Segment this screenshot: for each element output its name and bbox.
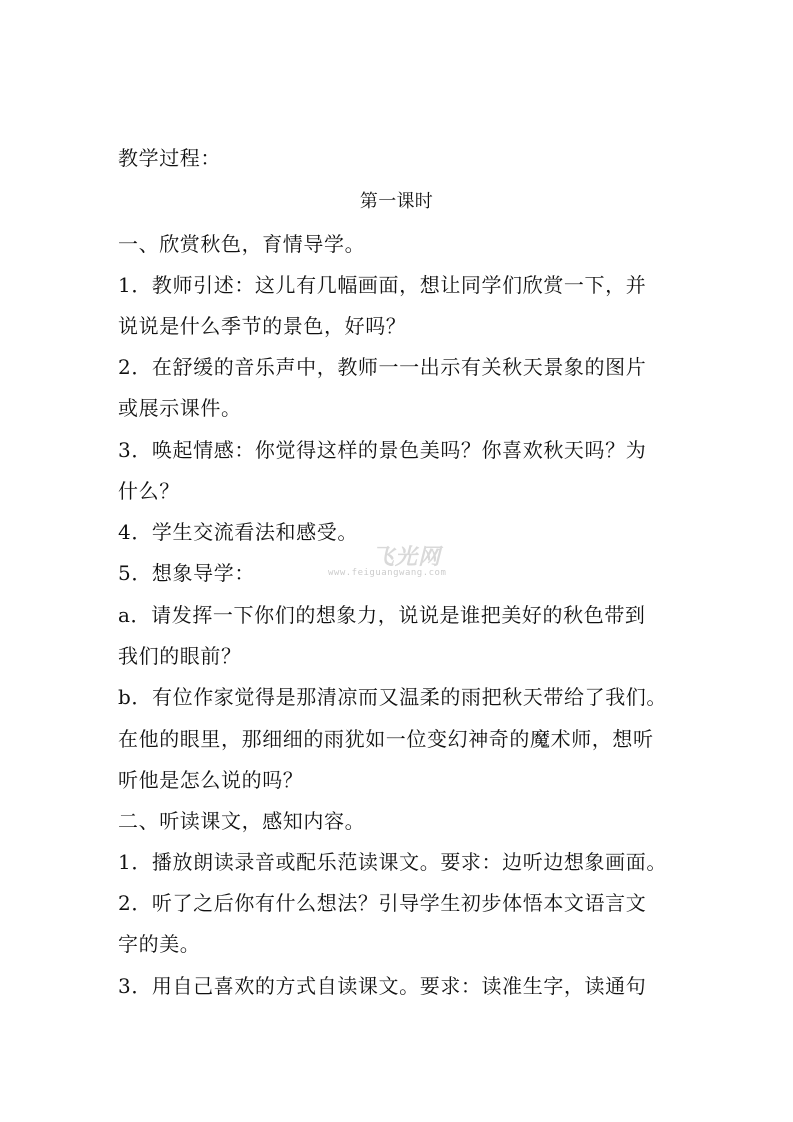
paragraph-line: 我们的眼前？ — [118, 644, 242, 668]
watermark-logo: 飞光网 — [372, 545, 442, 570]
paragraph-line: 在他的眼里，那细细的雨犹如一位变幻神奇的魔术师，想听 — [118, 727, 654, 751]
paragraph-line: 或展示课件。 — [118, 396, 242, 420]
section-heading-process: 教学过程： — [118, 146, 221, 170]
section-heading-2: 二、听读课文，感知内容。 — [118, 809, 366, 833]
paragraph-line: 字的美。 — [118, 932, 201, 956]
paragraph-line: 5．想象导学： — [118, 561, 255, 585]
lesson-period-title: 第一课时 — [359, 191, 434, 212]
watermark-url: www.feiguangwang.com — [328, 568, 447, 578]
paragraph-line: 听他是怎么说的吗？ — [118, 768, 304, 792]
paragraph-line: b．有位作家觉得是那清凉而又温柔的雨把秋天带给了我们。 — [118, 685, 668, 709]
paragraph-line: 说说是什么季节的景色，好吗？ — [118, 314, 407, 338]
paragraph-line: 1．播放朗读录音或配乐范读课文。要求：边听边想象画面。 — [118, 850, 667, 874]
paragraph-line: 3．唤起情感：你觉得这样的景色美吗？你喜欢秋天吗？为 — [118, 438, 647, 462]
paragraph-line: 3．用自己喜欢的方式自读课文。要求：读准生字，读通句 — [118, 974, 647, 998]
paragraph-line: 2．听了之后你有什么想法？引导学生初步体悟本文语言文 — [118, 891, 647, 915]
paragraph-line: 4．学生交流看法和感受。 — [118, 520, 358, 544]
section-heading-1: 一、欣赏秋色，育情导学。 — [118, 232, 366, 256]
paragraph-line: 2．在舒缓的音乐声中，教师一一出示有关秋天景象的图片 — [118, 355, 647, 379]
paragraph-line: a．请发挥一下你们的想象力，说说是谁把美好的秋色带到 — [118, 603, 646, 627]
paragraph-line: 1．教师引述：这儿有几幅画面，想让同学们欣赏一下，并 — [118, 273, 647, 297]
paragraph-line: 什么？ — [118, 479, 180, 503]
